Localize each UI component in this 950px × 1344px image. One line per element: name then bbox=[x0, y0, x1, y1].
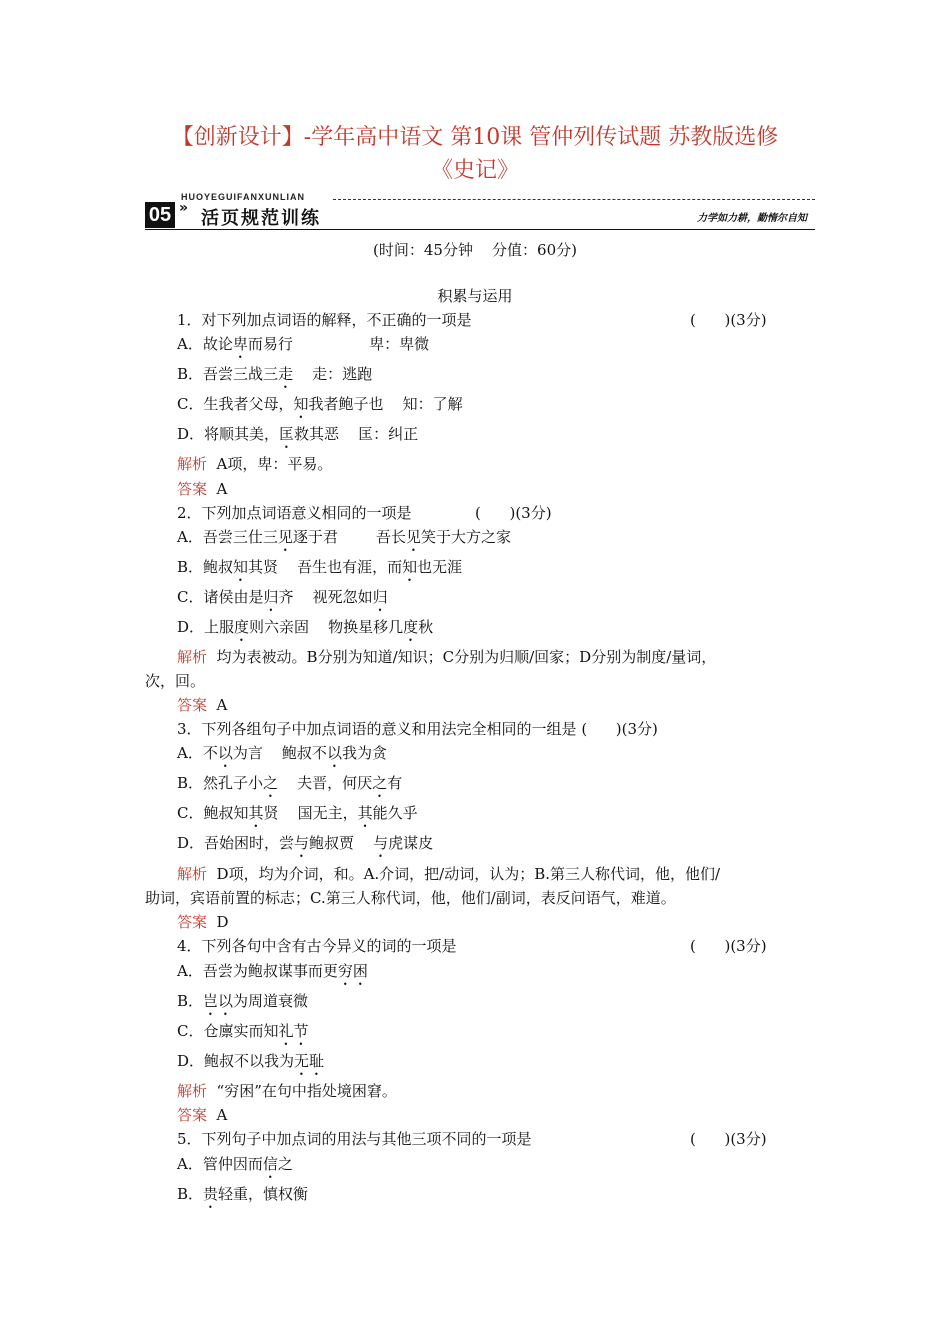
q2-option-b: B．鲍叔知其贤 吾生也有涯，而知也无涯 bbox=[177, 558, 463, 576]
q3-option-b: B．然孔子小之 夫晋，何厌之有 bbox=[177, 774, 403, 792]
q4-option-d: D．鲍叔不以我为无耻 bbox=[177, 1052, 325, 1070]
q1-option-a: A．故论卑而易行 卑：卑微 bbox=[177, 335, 430, 353]
q4-option-b: B．岂以为周道衰微 bbox=[177, 992, 309, 1010]
q2-answer: 答案 A bbox=[177, 696, 228, 714]
q3-option-a: A．不以为言 鲍叔不以我为贪 bbox=[177, 744, 387, 762]
chevron-right-icon: » bbox=[179, 200, 189, 216]
banner-subtitle: HUOYEGUIFANXUNLIAN bbox=[181, 192, 306, 202]
q2-option-a: A．吾尝三仕三见逐于君 吾长见笑于大方之家 bbox=[177, 528, 512, 546]
banner-number: 05 bbox=[145, 202, 175, 228]
q2-stem: 2．下列加点词语意义相同的一项是 bbox=[177, 504, 412, 522]
q1-stem: 1．对下列加点词语的解释，不正确的一项是 bbox=[177, 311, 472, 329]
banner-motto: 力学如力耕，勤惰尔自知 bbox=[697, 213, 807, 224]
q4-stem: 4．下列各句中含有古今异义的词的一项是 bbox=[177, 937, 457, 955]
q5-option-b: B．贵轻重，慎权衡 bbox=[177, 1185, 309, 1203]
q4-analysis: 解析 “穷困”在句中指处境困窘。 bbox=[177, 1082, 397, 1100]
q3-answer: 答案 D bbox=[177, 913, 229, 931]
q1-score: ( )(3分) bbox=[690, 311, 767, 329]
q1-option-d: D．将顺其美，匡救其恶 匡：纠正 bbox=[177, 425, 419, 443]
q2-option-c: C．诸侯由是归齐 视死忽如归 bbox=[177, 588, 388, 606]
q4-answer: 答案 A bbox=[177, 1106, 228, 1124]
q2-option-d: D．上服度则六亲固 物换星移几度秋 bbox=[177, 618, 434, 636]
banner-dashed-line bbox=[333, 199, 815, 200]
document-title-line1: 【创新设计】-学年高中语文 第10课 管仲列传试题 苏教版选修 bbox=[171, 125, 779, 150]
q1-option-c: C．生我者父母，知我者鲍子也 知：了解 bbox=[177, 395, 463, 413]
q1-option-b: B．吾尝三战三走 走：逃跑 bbox=[177, 365, 373, 383]
section-heading: 积累与运用 bbox=[437, 287, 513, 305]
q5-stem: 5．下列句子中加点词的用法与其他三项不同的一项是 bbox=[177, 1130, 532, 1148]
q3-analysis: 解析 D项，均为介词，和。A.介词，把/动词，认为；B.第三人称代词，他，他们/ bbox=[177, 865, 721, 883]
section-banner bbox=[145, 190, 815, 234]
q2-analysis: 解析 均为表被动。B分别为知道/知识；C分别为归顺/回家；D分别为制度/量词， bbox=[177, 648, 717, 666]
q2-score: ( )(3分) bbox=[475, 504, 552, 522]
banner-name: 活页规范训练 bbox=[201, 208, 321, 229]
time-score-info: (时间：45分钟 分值：60分) bbox=[373, 241, 577, 259]
q3-option-d: D．吾始困时，尝与鲍叔贾 与虎谋皮 bbox=[177, 834, 434, 852]
document-title-line2: 《史记》 bbox=[430, 158, 519, 183]
q4-option-c: C．仓廪实而知礼节 bbox=[177, 1022, 309, 1040]
banner-rule bbox=[145, 229, 815, 230]
q3-option-c: C．鲍叔知其贤 国无主，其能久乎 bbox=[177, 804, 418, 822]
q1-analysis: 解析 A项，卑：平易。 bbox=[177, 455, 333, 473]
q3-stem: 3．下列各组句子中加点词语的意义和用法完全相同的一组是 ( )(3分) bbox=[177, 720, 658, 738]
q4-option-a: A．吾尝为鲍叔谋事而更穷困 bbox=[177, 962, 368, 980]
q2-analysis-cont: 次，回。 bbox=[145, 672, 206, 690]
q5-option-a: A．管仲因而信之 bbox=[177, 1155, 293, 1173]
q4-score: ( )(3分) bbox=[690, 937, 767, 955]
q1-answer: 答案 A bbox=[177, 480, 228, 498]
q3-analysis-cont: 助词，宾语前置的标志；C.第三人称代词，他，他们/副词，表反问语气，难道。 bbox=[145, 889, 676, 907]
q5-score: ( )(3分) bbox=[690, 1130, 767, 1148]
